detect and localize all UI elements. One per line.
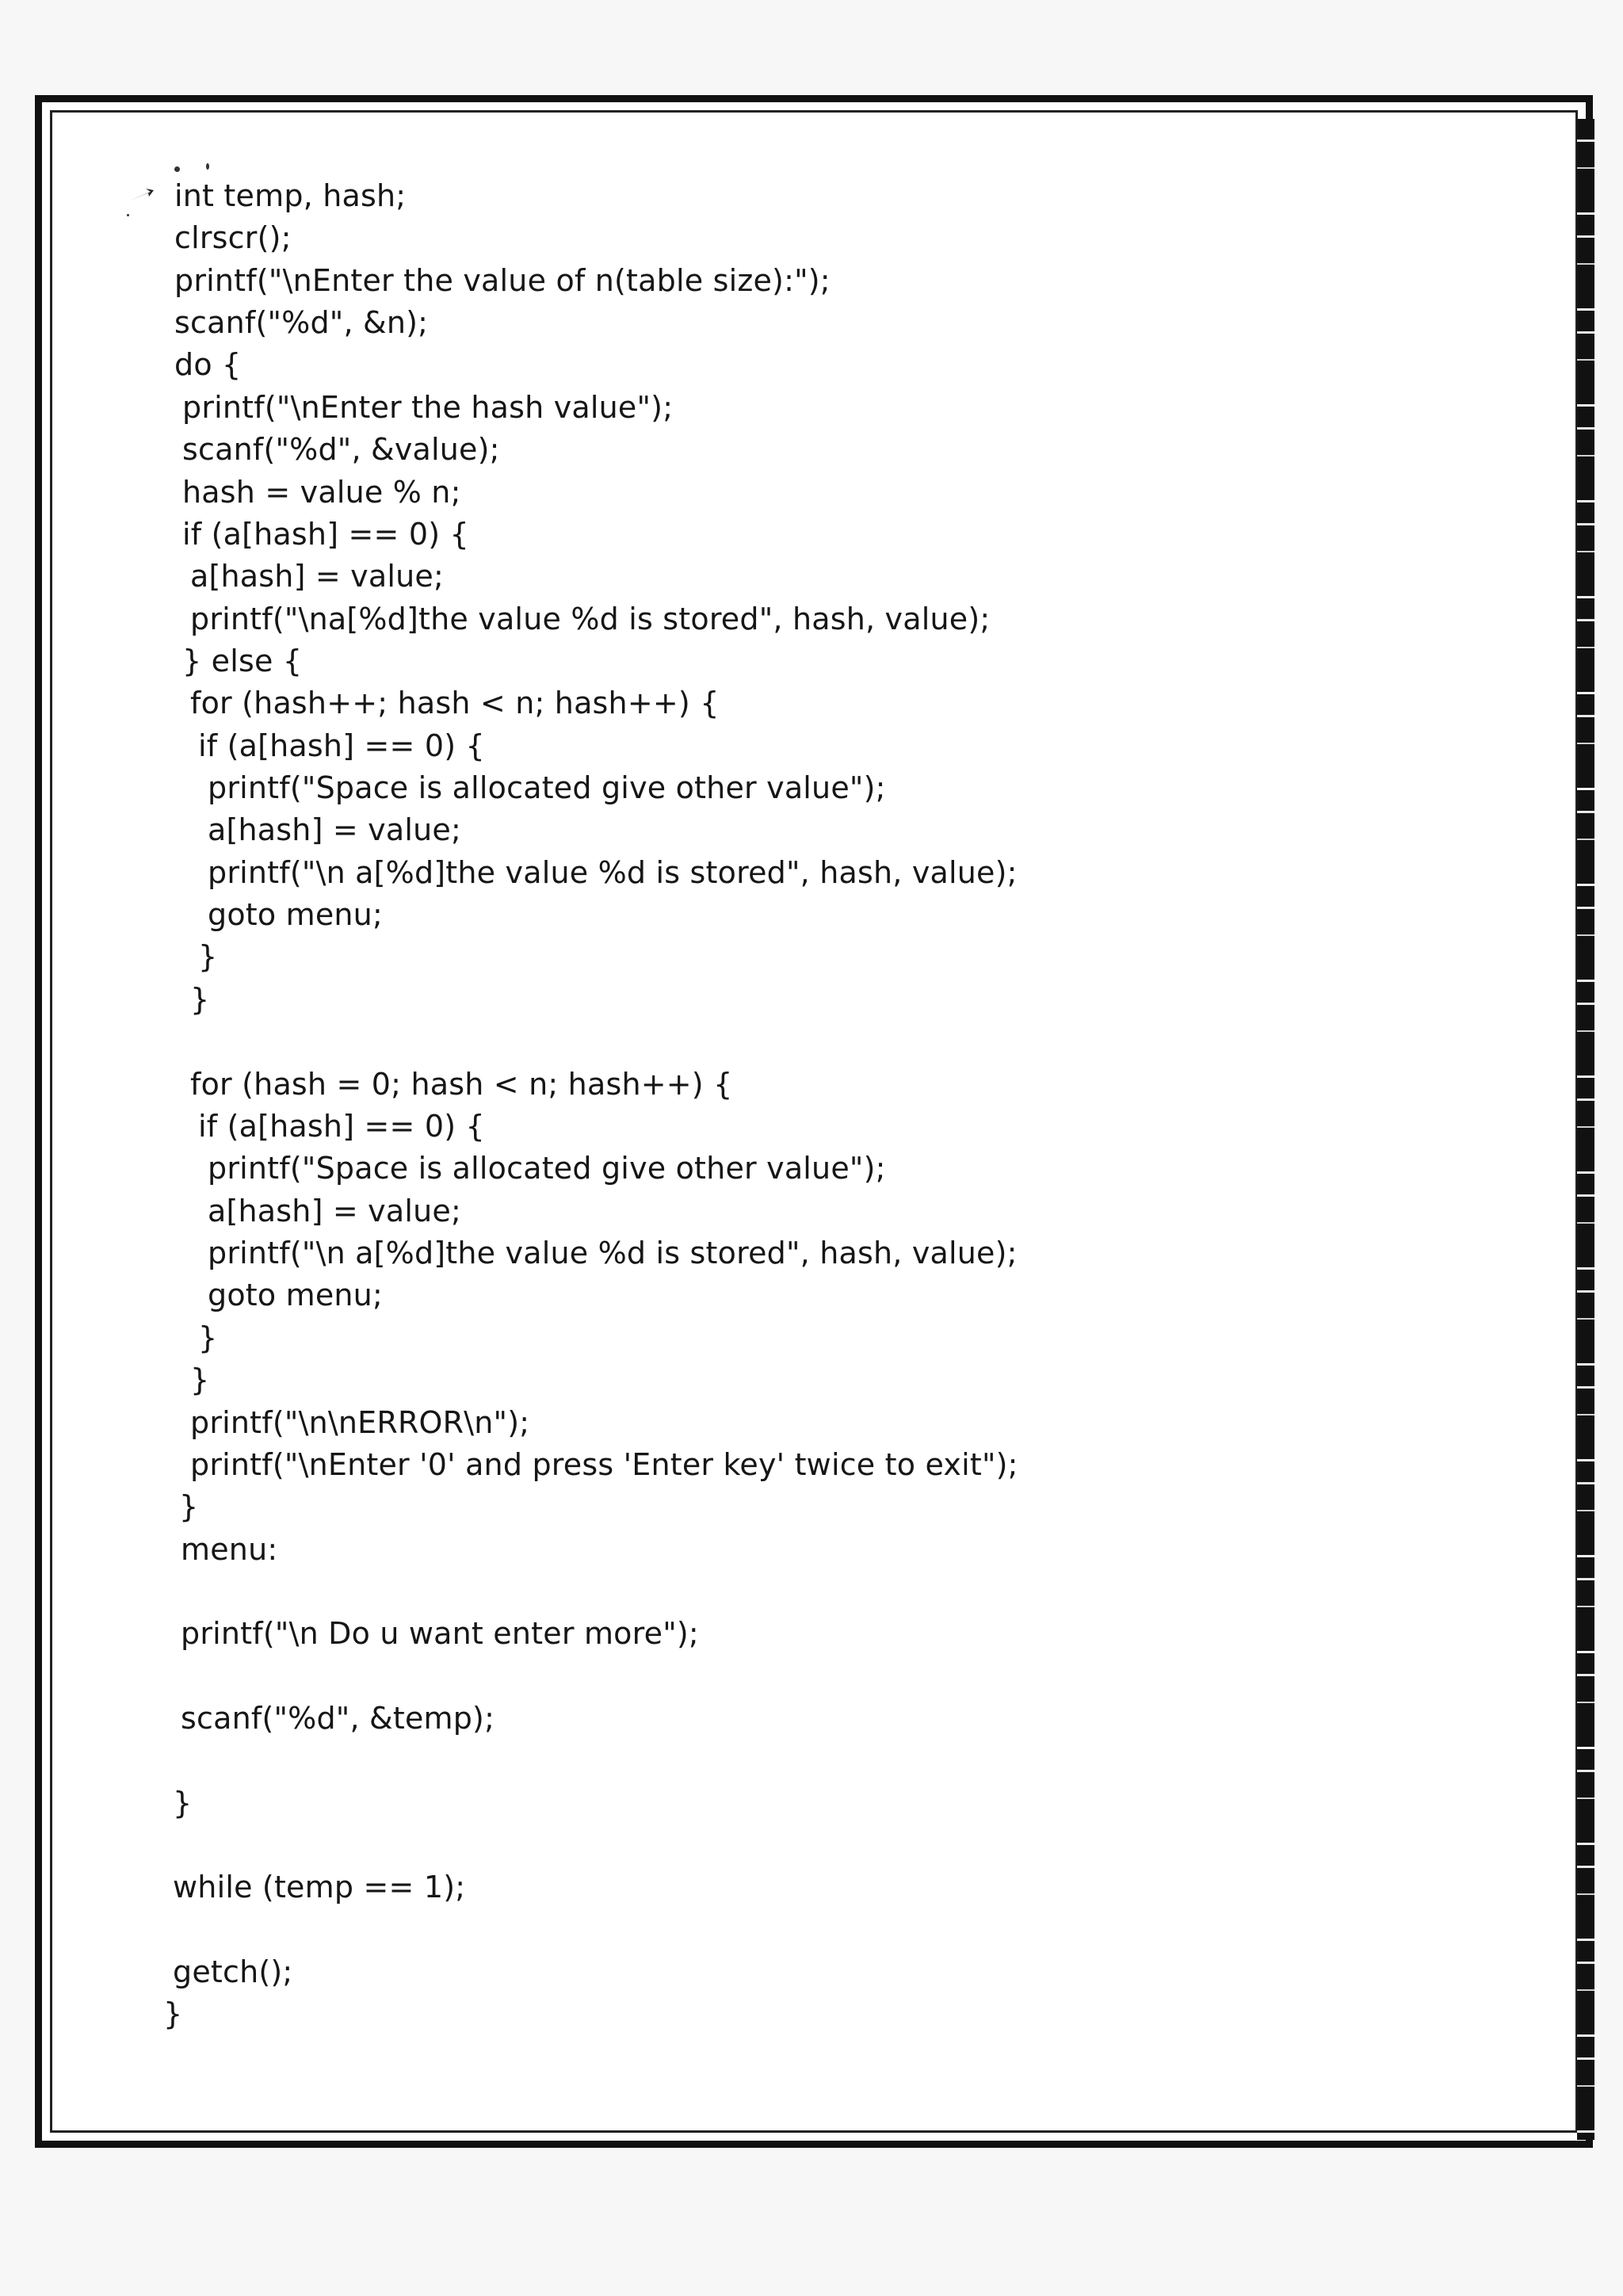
code-line: scanf("%d", &n);	[174, 305, 429, 340]
code-line: printf("\n a[%d]the value %d is stored", hash, value);	[208, 855, 1018, 890]
code-line: getch();	[173, 1954, 293, 1989]
code-line: goto menu;	[208, 897, 383, 932]
ink-speck	[127, 214, 129, 216]
code-line: }	[190, 1362, 210, 1397]
code-line: if (a[hash] == 0) {	[198, 728, 485, 763]
code-line: for (hash = 0; hash < n; hash++) {	[190, 1067, 733, 1102]
code-line: }	[163, 1996, 183, 2031]
code-line: goto menu;	[208, 1278, 383, 1312]
ink-speck	[206, 163, 209, 170]
scanned-edge	[1577, 119, 1594, 2140]
code-line: printf("Space is allocated give other value");	[208, 770, 886, 805]
code-line: printf("Space is allocated give other value");	[208, 1151, 886, 1186]
code-line: hash = value % n;	[182, 475, 461, 510]
code-line: }	[190, 982, 210, 1017]
code-line: for (hash++; hash < n; hash++) {	[190, 686, 720, 720]
code-line: printf("\n Do u want enter more");	[181, 1616, 699, 1651]
code-line: clrscr();	[174, 220, 292, 255]
code-line: if (a[hash] == 0) {	[198, 1109, 485, 1144]
code-line: while (temp == 1);	[173, 1870, 466, 1904]
code-line: a[hash] = value;	[208, 1194, 461, 1228]
code-line: a[hash] = value;	[208, 812, 461, 847]
code-line: int temp, hash;	[174, 178, 407, 213]
pen-mark-icon	[127, 187, 155, 204]
code-line: do {	[174, 347, 242, 382]
code-line: if (a[hash] == 0) {	[182, 517, 469, 552]
code-line: }	[173, 1786, 193, 1820]
code-line: }	[179, 1489, 199, 1524]
code-line: }	[198, 939, 218, 974]
code-line: printf("\nEnter the value of n(table size):");	[174, 263, 831, 298]
code-line: printf("\n\nERROR\n");	[190, 1405, 530, 1440]
code-line: menu:	[181, 1532, 278, 1567]
code-line: printf("\na[%d]the value %d is stored", hash, value);	[190, 602, 991, 636]
code-line: scanf("%d", &value);	[182, 432, 500, 467]
code-line: } else {	[182, 644, 303, 678]
code-line: printf("\nEnter the hash value");	[182, 390, 674, 425]
ink-speck	[174, 166, 180, 172]
code-line: printf("\n a[%d]the value %d is stored", hash, value);	[208, 1236, 1018, 1270]
code-line: scanf("%d", &temp);	[181, 1701, 495, 1736]
code-line: printf("\nEnter '0' and press 'Enter key' twice to exit");	[190, 1447, 1018, 1482]
code-line: }	[198, 1320, 218, 1355]
code-line: a[hash] = value;	[190, 559, 444, 594]
